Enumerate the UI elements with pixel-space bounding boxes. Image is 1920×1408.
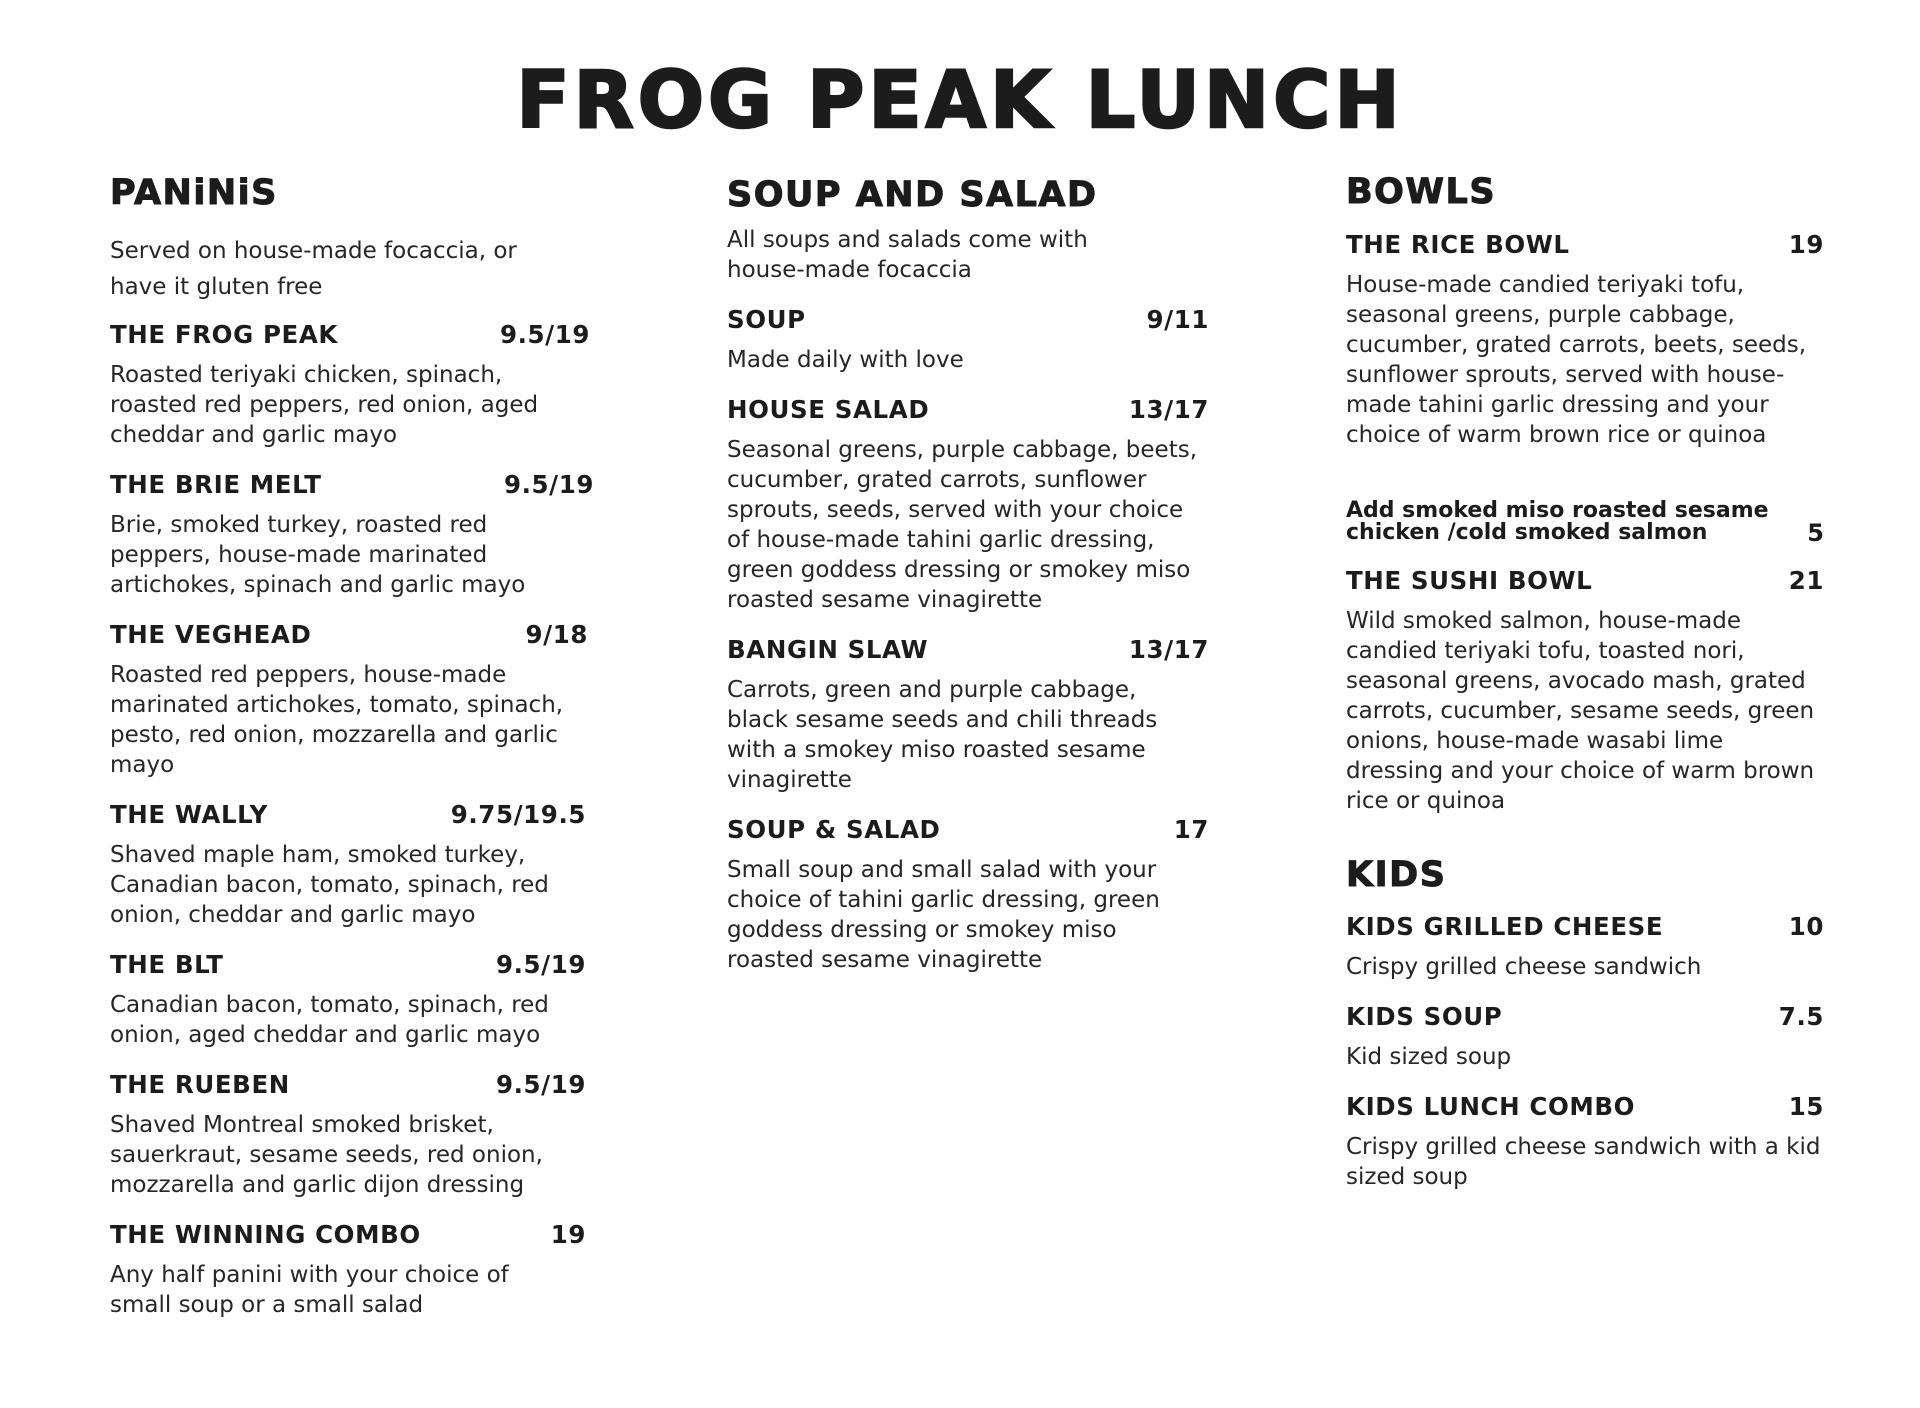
item-description: Crispy grilled cheese sandwich with a kid sized soup [1346, 1134, 1821, 1190]
item-description: Carrots, green and purple cabbage, black sesame seeds and chili threads with a smokey miso roasted sesame vinagirette [727, 677, 1158, 793]
item-price: 19 [550, 1220, 586, 1249]
item-description: Any half panini with your choice of small soup or a small salad [110, 1262, 509, 1318]
soup-salad-intro: All soups and salads come with house-made focaccia [727, 227, 1088, 283]
menu-item [110, 320, 590, 450]
paninis-heading: PANiNiS [110, 173, 278, 213]
menu-item [110, 470, 594, 600]
addon-price: 5 [1807, 519, 1824, 547]
menu-item [727, 635, 1209, 795]
item-name: THE BRIE MELT [110, 470, 322, 499]
item-price: 21 [1788, 566, 1824, 595]
item-name: THE VEGHEAD [110, 620, 312, 649]
item-description: House-made candied teriyaki tofu, seasonal greens, purple cabbage, cucumber, grated carrots, beets, seeds, sunflower sprouts, served with house-made tahini garlic dressing and your choice of warm brown rice or quinoa [1346, 272, 1807, 448]
item-price: 9.75/19.5 [450, 800, 586, 829]
item-price: 15 [1788, 1092, 1824, 1121]
item-name: SOUP & SALAD [727, 815, 941, 844]
item-name: THE WALLY [110, 800, 268, 829]
menu-item [727, 395, 1209, 615]
item-price: 7.5 [1778, 1002, 1824, 1031]
item-name: KIDS LUNCH COMBO [1346, 1092, 1636, 1121]
item-name: THE BLT [110, 950, 224, 979]
menu-item [110, 800, 586, 930]
item-name: BANGIN SLAW [727, 635, 929, 664]
menu-item [727, 815, 1209, 975]
item-description: Roasted teriyaki chicken, spinach, roasted red peppers, red onion, aged cheddar and garlic mayo [110, 362, 539, 448]
item-price: 10 [1788, 912, 1824, 941]
bowls-addon [1346, 498, 1824, 547]
item-price: 9/11 [1146, 305, 1209, 334]
item-description: Crispy grilled cheese sandwich [1346, 954, 1702, 980]
menu-item [1346, 566, 1824, 816]
item-price: 9/18 [525, 620, 588, 649]
menu-item [1346, 230, 1824, 450]
item-description: Brie, smoked turkey, roasted red peppers, house-made marinated artichokes, spinach and garlic mayo [110, 512, 526, 598]
menu-item [110, 1220, 586, 1320]
item-description: Made daily with love [727, 347, 964, 373]
item-name: HOUSE SALAD [727, 395, 930, 424]
item-price: 13/17 [1128, 395, 1209, 424]
paninis-intro: Served on house-made focaccia, or have it gluten free [110, 238, 517, 300]
item-name: THE SUSHI BOWL [1346, 566, 1593, 595]
kids-heading: KIDS [1346, 855, 1447, 895]
item-description: Canadian bacon, tomato, spinach, red onion, aged cheddar and garlic mayo [110, 992, 549, 1048]
bowls-heading: BOWLS [1346, 172, 1497, 212]
menu-item [110, 620, 588, 780]
addon-text: Add smoked miso roasted sesame chicken /cold smoked salmon [1346, 498, 1769, 545]
item-price: 9.5/19 [499, 320, 590, 349]
menu-item [1346, 1002, 1824, 1072]
soup-salad-heading: SOUP AND SALAD [727, 175, 1098, 215]
item-name: THE RICE BOWL [1346, 230, 1570, 259]
item-description: Shaved Montreal smoked brisket, sauerkraut, sesame seeds, red onion, mozzarella and garlic dijon dressing [110, 1112, 543, 1198]
item-name: KIDS SOUP [1346, 1002, 1503, 1031]
item-price: 17 [1173, 815, 1209, 844]
item-price: 9.5/19 [495, 1070, 586, 1099]
menu-item [1346, 1092, 1824, 1192]
item-price: 19 [1788, 230, 1824, 259]
item-price: 9.5/19 [503, 470, 594, 499]
item-name: THE WINNING COMBO [110, 1220, 421, 1249]
item-description: Small soup and small salad with your choice of tahini garlic dressing, green goddess dressing or smokey miso roasted sesame vinagirette [727, 857, 1160, 973]
menu-item [110, 1070, 586, 1200]
item-price: 13/17 [1128, 635, 1209, 664]
item-name: THE RUEBEN [110, 1070, 290, 1099]
menu-item [727, 305, 1209, 375]
menu-title: FROG PEAK LUNCH [516, 56, 1404, 146]
item-name: SOUP [727, 305, 806, 334]
item-description: Shaved maple ham, smoked turkey, Canadian bacon, tomato, spinach, red onion, cheddar and garlic mayo [110, 842, 549, 928]
item-name: KIDS GRILLED CHEESE [1346, 912, 1664, 941]
menu-item [1346, 912, 1824, 982]
menu-item [110, 950, 586, 1050]
item-description: Wild smoked salmon, house-made candied teriyaki tofu, toasted nori, seasonal greens, avocado mash, grated carrots, cucumber, sesame seeds, green onions, house-made wasabi lime dressing and your choice of warm brown rice or quinoa [1346, 608, 1815, 814]
item-description: Seasonal greens, purple cabbage, beets, cucumber, grated carrots, sunflower sprouts, seeds, served with your choice of house-made tahini garlic dressing, green goddess dressing or smokey miso roasted sesame vinagirette [727, 437, 1198, 613]
item-price: 9.5/19 [495, 950, 586, 979]
item-description: Kid sized soup [1346, 1044, 1512, 1070]
item-description: Roasted red peppers, house-made marinated artichokes, tomato, spinach, pesto, red onion, mozzarella and garlic mayo [110, 662, 564, 778]
item-name: THE FROG PEAK [110, 320, 338, 349]
